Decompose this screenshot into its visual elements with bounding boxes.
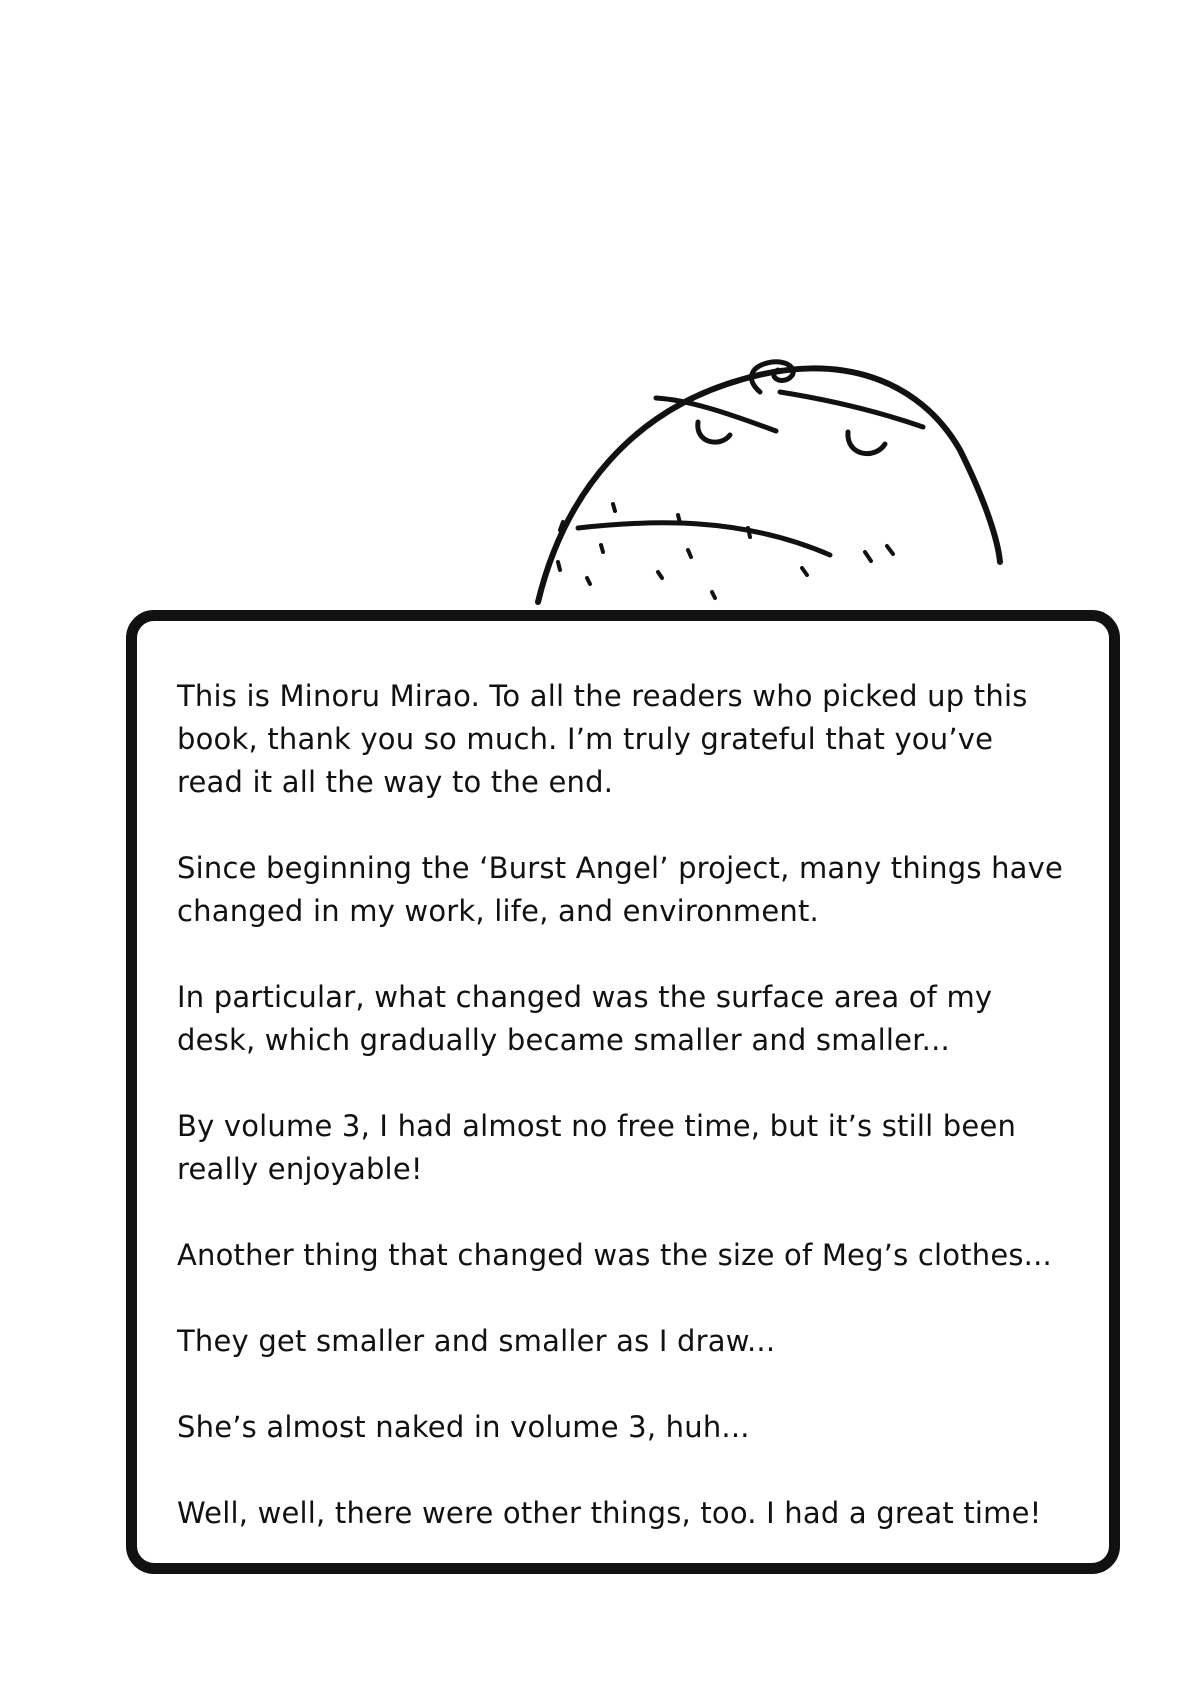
note-paragraph-8: Well, well, there were other things, too. I had a great time! xyxy=(177,1496,1042,1530)
note-paragraph-5: Another thing that changed was the size of Meg’s clothes... xyxy=(177,1238,1052,1272)
note-paragraph-4: By volume 3, I had almost no free time, but it’s still been really enjoyable! xyxy=(177,1109,1017,1186)
note-paragraph-1: This is Minoru Mirao. To all the readers who picked up this book, thank you so much. I’m truly grateful that you’ve read it all the way to the end. xyxy=(177,679,1028,799)
grumpy-face-icon xyxy=(530,340,1010,620)
afterword-text xyxy=(177,675,1077,1535)
note-paragraph-7: She’s almost naked in volume 3, huh... xyxy=(177,1410,750,1444)
afterword-note-box xyxy=(126,610,1120,1574)
note-paragraph-3: In particular, what changed was the surface area of my desk, which gradually became smaller and smaller... xyxy=(177,980,993,1057)
note-paragraph-6: They get smaller and smaller as I draw... xyxy=(177,1324,776,1358)
note-paragraph-2: Since beginning the ‘Burst Angel’ project, many things have changed in my work, life, and environment. xyxy=(177,851,1064,928)
